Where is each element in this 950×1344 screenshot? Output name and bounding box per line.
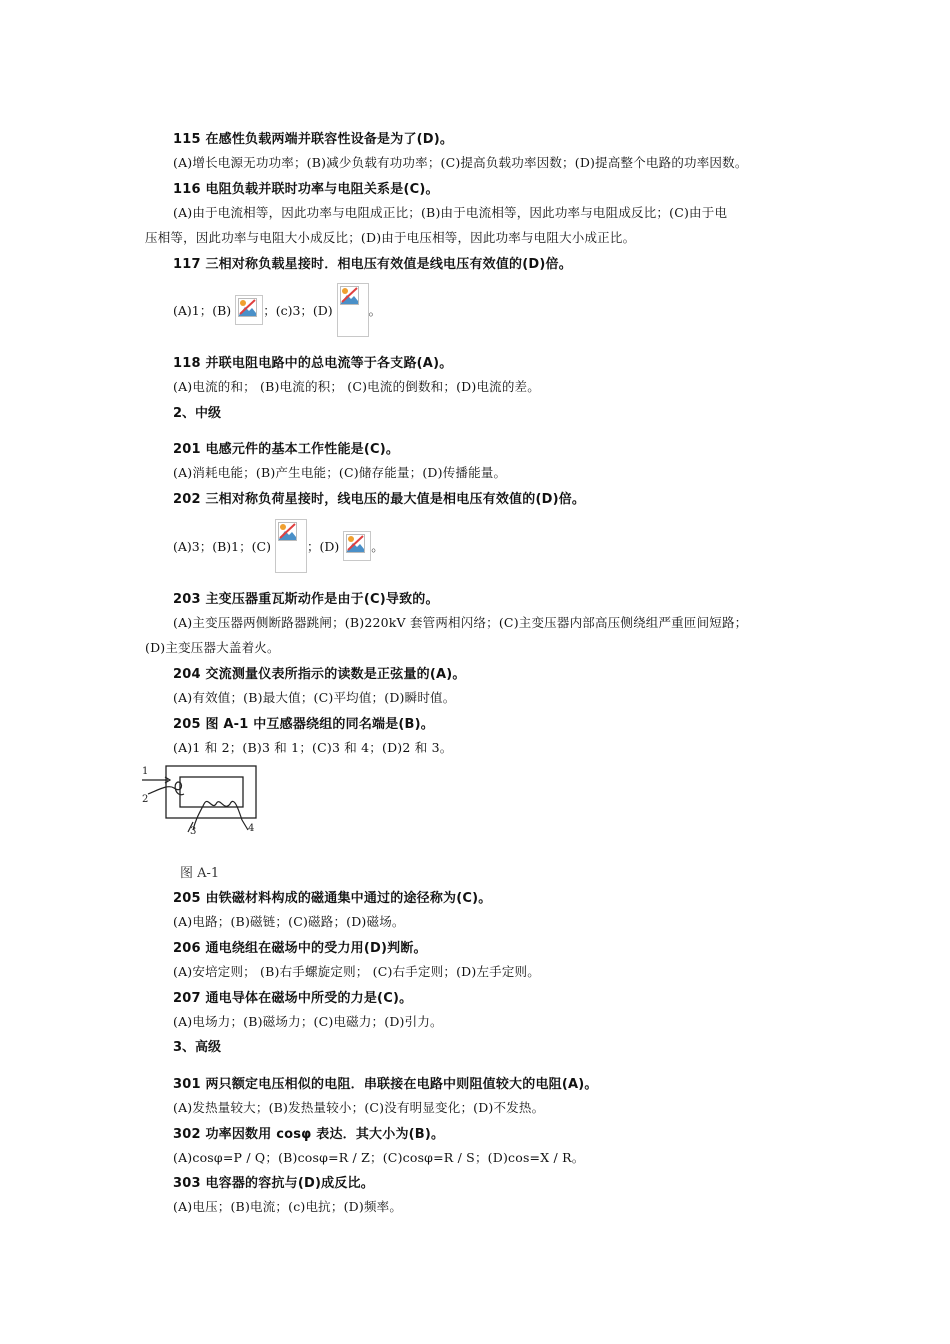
options-117 [173, 283, 381, 337]
answer-205: (A)1 和 2；(B)3 和 1；(C)3 和 4；(D)2 和 3。 [173, 740, 453, 755]
options-202 [173, 518, 384, 574]
answer-302: (A)cosφ=P / Q；(B)cosφ=R / Z；(C)cosφ=R / S；(D)cos=X / R。 [173, 1150, 585, 1165]
answer-303: (A)电压；(B)电流；(c)电抗；(D)频率。 [173, 1199, 403, 1214]
section-heading-intermediate: 2、中级 [173, 406, 222, 421]
question-205b: 205 由铁磁材料构成的磁通集中通过的途径称为(C)。 [173, 891, 492, 906]
broken-image-icon [235, 295, 263, 325]
answer-203-line2: (D)主变压器大盖着火。 [145, 640, 280, 655]
answer-201: (A)消耗电能；(B)产生电能；(C)储存能量；(D)传播能量。 [173, 465, 507, 480]
broken-image-icon [343, 531, 371, 561]
answer-207: (A)电场力；(B)磁场力；(C)电磁力；(D)引力。 [173, 1014, 443, 1029]
options-202-part1: (A)3；(B)1；(C) [173, 539, 271, 554]
question-302: 302 功率因数用 cosφ 表达．其大小为(B)。 [173, 1127, 445, 1142]
answer-203-line1: (A)主变压器两侧断路器跳闸；(B)220kV 套管两相闪络；(C)主变压器内部高压侧绕组严重匝间短路； [173, 615, 748, 630]
question-115: 115 在感性负载两端并联容性设备是为了(D)。 [173, 132, 454, 147]
answer-118: (A)电流的和； (B)电流的积； (C)电流的倒数和；(D)电流的差。 [173, 379, 540, 394]
options-117-part1: (A)1；(B) [173, 303, 232, 318]
figure-label-1: 1 [142, 766, 149, 777]
question-303: 303 电容器的容抗与(D)成反比。 [173, 1176, 374, 1191]
figure-label-4: 4 [248, 823, 255, 834]
transformer-winding-figure [138, 760, 263, 842]
question-204: 204 交流测量仪表所指示的读数是正弦量的(A)。 [173, 667, 466, 682]
question-301: 301 两只额定电压相似的电阻．串联接在电路中则阻值较大的电阻(A)。 [173, 1077, 598, 1092]
answer-116-line2: 压相等，因此功率与电阻大小成反比；(D)由于电压相等，因此功率与电阻大小成正比。 [145, 230, 636, 245]
figure-caption: 图 A-1 [180, 866, 220, 881]
question-202: 202 三相对称负荷星接时，线电压的最大值是相电压有效值的(D)倍。 [173, 492, 586, 507]
options-117-part3: 。 [368, 303, 382, 318]
answer-206: (A)安培定则； (B)右手螺旋定则； (C)右手定则；(D)左手定则。 [173, 964, 540, 979]
question-203: 203 主变压器重瓦斯动作是由于(C)导致的。 [173, 592, 439, 607]
question-206: 206 通电绕组在磁场中的受力用(D)判断。 [173, 941, 427, 956]
answer-116-line1: (A)由于电流相等，因此功率与电阻成正比；(B)由于电流相等，因此功率与电阻成反比；(C)由于电 [173, 205, 728, 220]
options-117-part2: ；(c)3；(D) [263, 303, 333, 318]
options-202-part3: 。 [371, 539, 384, 554]
question-201: 201 电感元件的基本工作性能是(C)。 [173, 442, 400, 457]
answer-205b: (A)电路；(B)磁链；(C)磁路；(D)磁场。 [173, 914, 405, 929]
question-205: 205 图 A-1 中互感器绕组的同名端是(B)。 [173, 717, 435, 732]
options-202-part2: ；(D) [306, 539, 340, 554]
question-116: 116 电阻负载并联时功率与电阻关系是(C)。 [173, 182, 439, 197]
question-118: 118 并联电阻电路中的总电流等于各支路(A)。 [173, 356, 453, 371]
answer-204: (A)有效值；(B)最大值；(C)平均值；(D)瞬时值。 [173, 690, 456, 705]
section-heading-advanced: 3、高级 [173, 1040, 222, 1055]
broken-image-icon [275, 519, 307, 573]
answer-115: (A)增长电源无功功率；(B)减少负载有功功率；(C)提高负载功率因数；(D)提高整个电路的功率因数。 [173, 155, 748, 170]
answer-301: (A)发热量较大；(B)发热量较小；(C)没有明显变化；(D)不发热。 [173, 1100, 545, 1115]
figure-label-3: 3 [190, 826, 197, 837]
broken-image-icon [337, 283, 369, 337]
question-117: 117 三相对称负载星接时．相电压有效值是线电压有效值的(D)倍。 [173, 257, 572, 272]
figure-label-2: 2 [142, 794, 149, 805]
question-207: 207 通电导体在磁场中所受的力是(C)。 [173, 991, 413, 1006]
